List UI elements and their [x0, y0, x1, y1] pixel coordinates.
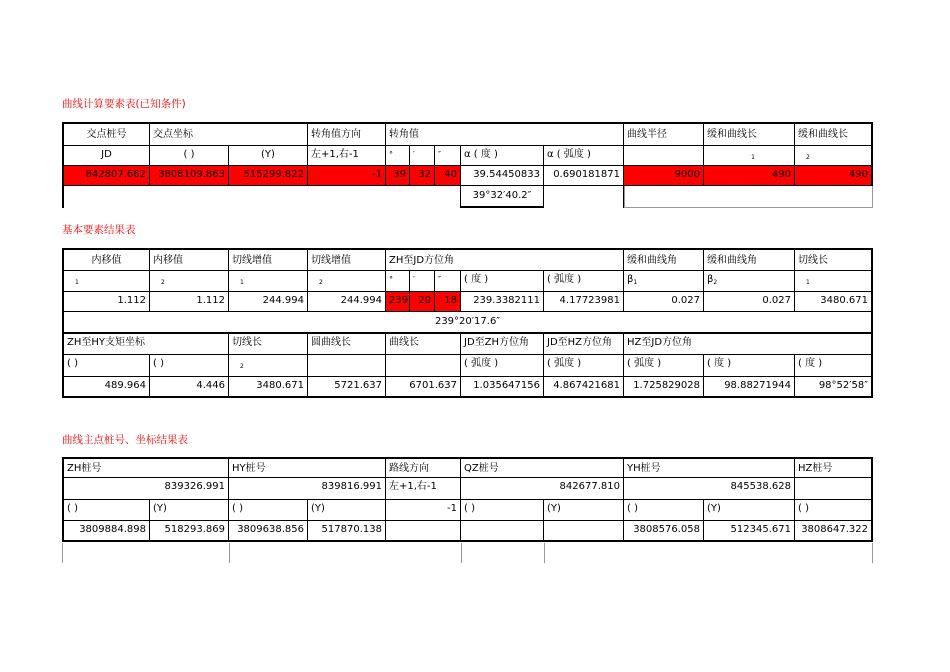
- t2-val2-jd-hz: 4.867421681: [544, 377, 624, 398]
- t1-header-angle: 转角值: [386, 122, 624, 146]
- t3-val-zh-y: 518293.869: [150, 521, 229, 542]
- t2-sub-tangent-index: 1: [806, 279, 810, 286]
- t2-val2-hz-jd-rad: 1.725829028: [624, 377, 704, 398]
- t3-val-direction: -1: [386, 500, 461, 521]
- t2-header-q1: 切线增值: [229, 248, 308, 271]
- t1-val-jd: 842807.662: [62, 166, 150, 186]
- t2-sub-sec: ″: [435, 271, 461, 292]
- t3-sub-zh-x: ( ): [62, 500, 150, 521]
- t3-val-qz-x: [461, 521, 544, 542]
- t3-val-hy-x: 3809638.856: [229, 521, 308, 542]
- t1-val-alpha-rad: 0.690181871: [544, 166, 624, 186]
- t2-val-deg: 239: [386, 292, 410, 312]
- t2-val2-hz-jd-dms: 98°52′58″: [795, 377, 873, 398]
- t3-val-blank1: [386, 521, 461, 542]
- t1-val-direction: -1: [308, 166, 386, 186]
- t3-trail-line-4: [544, 543, 545, 563]
- t2-header-beta1: 缓和曲线角: [624, 248, 704, 271]
- t3-val-hz-station: [795, 478, 873, 500]
- t3-sub-direction: 左+1,右-1: [386, 478, 461, 500]
- t1-val-min: 32: [410, 166, 435, 186]
- t1-row4-blank-left: [62, 186, 461, 208]
- t2-val-tangent: 3480.671: [795, 292, 873, 312]
- t2-val-az-deg: 239.3382111: [461, 292, 544, 312]
- t2-sub2-deg2: ( 度 ): [795, 355, 873, 377]
- t3-val-zh-x: 3809884.898: [62, 521, 150, 542]
- t3-header-yh: YH桩号: [624, 457, 795, 478]
- t1-sub-alpha-deg: α ( 度 ): [461, 146, 544, 166]
- t2-val2-hz-jd-deg: 98.88271944: [704, 377, 795, 398]
- t2-val2-tangent: 3480.671: [229, 377, 308, 398]
- t2-sub-p2: [150, 271, 229, 292]
- t2-header-jd-hz-azimuth: JD至HZ方位角: [544, 334, 624, 355]
- t2-sub-beta1: [624, 271, 704, 292]
- t2-header-q2: 切线增值: [308, 248, 386, 271]
- t2-header-zh-jd-azimuth: ZH至JD方位角: [386, 248, 624, 271]
- t1-sub-direction: 左+1,右-1: [308, 146, 386, 166]
- t3-header-zh: ZH桩号: [62, 457, 229, 478]
- t2-sub-q1: [229, 271, 308, 292]
- t3-val-qz-station: 842677.810: [461, 478, 624, 500]
- t1-sub-spiral1: [704, 146, 795, 166]
- t2-sub2-deg1: ( 度 ): [704, 355, 795, 377]
- t2-sub-p2-index: 2: [161, 279, 165, 286]
- t1-sub-spiral2-index: 2: [806, 154, 810, 161]
- t3-sub-hy-x: ( ): [229, 500, 308, 521]
- t2-sub-beta2-index: 2: [713, 279, 718, 286]
- t2-sub-min: ′: [410, 271, 435, 292]
- t1-val-spiral1: 490: [704, 166, 795, 186]
- t3-sub-yh-y: (Y): [704, 500, 795, 521]
- t2-val2-curve-length: 6701.637: [386, 377, 461, 398]
- t2-val-p1: 1.112: [62, 292, 150, 312]
- t2-sub2-rad3: ( 弧度 ): [624, 355, 704, 377]
- t2-val-az-rad: 4.17723981: [544, 292, 624, 312]
- t3-header-hz: HZ桩号: [795, 457, 873, 478]
- t1-val-sec: 40: [435, 166, 461, 186]
- t2-val-beta2: 0.027: [704, 292, 795, 312]
- t2-sub-az-rad: ( 弧度 ): [544, 271, 624, 292]
- t3-val-qz-y: [544, 521, 624, 542]
- t1-sub-x: ( ): [150, 146, 229, 166]
- t2-sub2-blank1: [308, 355, 386, 377]
- t3-val-hy-station: 839816.991: [229, 478, 386, 500]
- t2-header-jd-zh-azimuth: JD至ZH方位角: [461, 334, 544, 355]
- t2-sub2-rad2: ( 弧度 ): [544, 355, 624, 377]
- t3-val-yh-y: 512345.671: [704, 521, 795, 542]
- t1-sub-spiral1-index: 1: [751, 154, 755, 161]
- t2-val-q1: 244.994: [229, 292, 308, 312]
- t3-header-direction: 路线方向: [386, 457, 461, 478]
- t3-val-yh-x: 3808576.058: [624, 521, 704, 542]
- t2-val2-y: 4.446: [150, 377, 229, 398]
- t1-sub-sec: ″: [435, 146, 461, 166]
- t1-val-spiral2: 490: [795, 166, 873, 186]
- t2-header-zh-hy-offset: ZH至HY支矩坐标: [62, 334, 229, 355]
- t1-sub-y: (Y): [229, 146, 308, 166]
- t2-sub-beta2-symbol: β: [707, 274, 714, 285]
- section-title-known-conditions: 曲线计算要素表(已知条件): [62, 98, 186, 110]
- t2-sub2-rad1: ( 弧度 ): [461, 355, 544, 377]
- t2-val2-jd-zh: 1.035647156: [461, 377, 544, 398]
- t2-header-hz-jd-azimuth: HZ至JD方位角: [624, 334, 873, 355]
- t1-header-jd-station: 交点桩号: [62, 122, 150, 146]
- t1-sub-jd: JD: [62, 146, 150, 166]
- t3-sub-qz-x: ( ): [461, 500, 544, 521]
- t1-header-direction: 转角值方向: [308, 122, 386, 146]
- t1-sub-alpha-rad: α ( 弧度 ): [544, 146, 624, 166]
- t2-header-beta2: 缓和曲线角: [704, 248, 795, 271]
- t1-val-radius: 9000: [624, 166, 704, 186]
- t3-sub-qz-y: (Y): [544, 500, 624, 521]
- t3-trail-line-1: [62, 543, 63, 563]
- t1-val-y: 515299.822: [229, 166, 308, 186]
- t2-sub-q2: [308, 271, 386, 292]
- t2-val-sec: 18: [435, 292, 461, 312]
- t2-val2-circular-length: 5721.637: [308, 377, 386, 398]
- t2-sub-beta2: [704, 271, 795, 292]
- t1-sub-min: ′: [410, 146, 435, 166]
- t3-sub-zh-y: (Y): [150, 500, 229, 521]
- t1-val-alpha-deg: 39.54450833: [461, 166, 544, 186]
- t3-sub-yh-x: ( ): [624, 500, 704, 521]
- t2-sub-beta1-index: 1: [633, 279, 638, 286]
- t1-header-spiral1: 缓和曲线长: [704, 122, 795, 146]
- t2-header-p1: 内移值: [62, 248, 150, 271]
- t2-sub2-y: ( ): [150, 355, 229, 377]
- t2-val-min: 20: [410, 292, 435, 312]
- t1-val-x: 3808109.863: [150, 166, 229, 186]
- t3-header-hy: HY桩号: [229, 457, 386, 478]
- t2-sub-p1: [62, 271, 150, 292]
- t1-header-radius: 曲线半径: [624, 122, 704, 146]
- t1-sub-deg: °: [386, 146, 410, 166]
- t2-val-beta1: 0.027: [624, 292, 704, 312]
- t2-sub-q1-index: 1: [240, 279, 244, 286]
- t1-sub-spiral2: [795, 146, 873, 166]
- t1-sub-radius: [624, 146, 704, 166]
- t3-val-hy-y: 517870.138: [308, 521, 386, 542]
- t2-val2-x: 489.964: [62, 377, 150, 398]
- t3-val-yh-station: 845538.628: [624, 478, 795, 500]
- t2-header-tangent2: 切线长: [229, 334, 308, 355]
- t2-header-circular-length: 圆曲线长: [308, 334, 386, 355]
- t3-sub-hz-x: ( ): [795, 500, 873, 521]
- t2-sub2-tangent: [229, 355, 308, 377]
- t2-sub2-tangent-index: 2: [240, 363, 244, 370]
- t1-header-jd-coord: 交点坐标: [150, 122, 308, 146]
- section-title-main-points: 曲线主点桩号、坐标结果表: [62, 434, 188, 446]
- t2-sub2-x: ( ): [62, 355, 150, 377]
- t2-sub2-blank2: [386, 355, 461, 377]
- t3-trail-line-2: [229, 543, 230, 563]
- t2-header-tangent: 切线长: [795, 248, 873, 271]
- t3-val-hz-x: 3808647.322: [795, 521, 873, 542]
- t2-sub-tangent: [795, 271, 873, 292]
- t1-val-deg: 39: [386, 166, 410, 186]
- t3-sub-hy-y: (Y): [308, 500, 386, 521]
- t2-val-p2: 1.112: [150, 292, 229, 312]
- t2-val-dms: 239°20′17.6″: [62, 312, 873, 334]
- t2-sub-p1-index: 1: [75, 279, 79, 286]
- t1-row4-blank-mid: [544, 186, 624, 208]
- t1-row4-blank-right: [624, 186, 873, 208]
- t1-val-dms: 39°32′40.2″: [461, 186, 544, 208]
- t2-header-p2: 内移值: [150, 248, 229, 271]
- t3-header-qz: QZ桩号: [461, 457, 624, 478]
- t3-trail-line-3: [461, 543, 462, 563]
- t3-trail-line-5: [872, 543, 873, 563]
- t2-sub-beta1-symbol: β: [627, 274, 634, 285]
- t2-header-curve-length: 曲线长: [386, 334, 461, 355]
- section-title-basic-elements: 基本要素结果表: [62, 224, 136, 236]
- t3-val-zh-station: 839326.991: [62, 478, 229, 500]
- t2-val-q2: 244.994: [308, 292, 386, 312]
- t2-sub-q2-index: 2: [319, 279, 323, 286]
- t2-sub-az-deg: ( 度 ): [461, 271, 544, 292]
- t1-header-spiral2: 缓和曲线长: [795, 122, 873, 146]
- t2-sub-deg: °: [386, 271, 410, 292]
